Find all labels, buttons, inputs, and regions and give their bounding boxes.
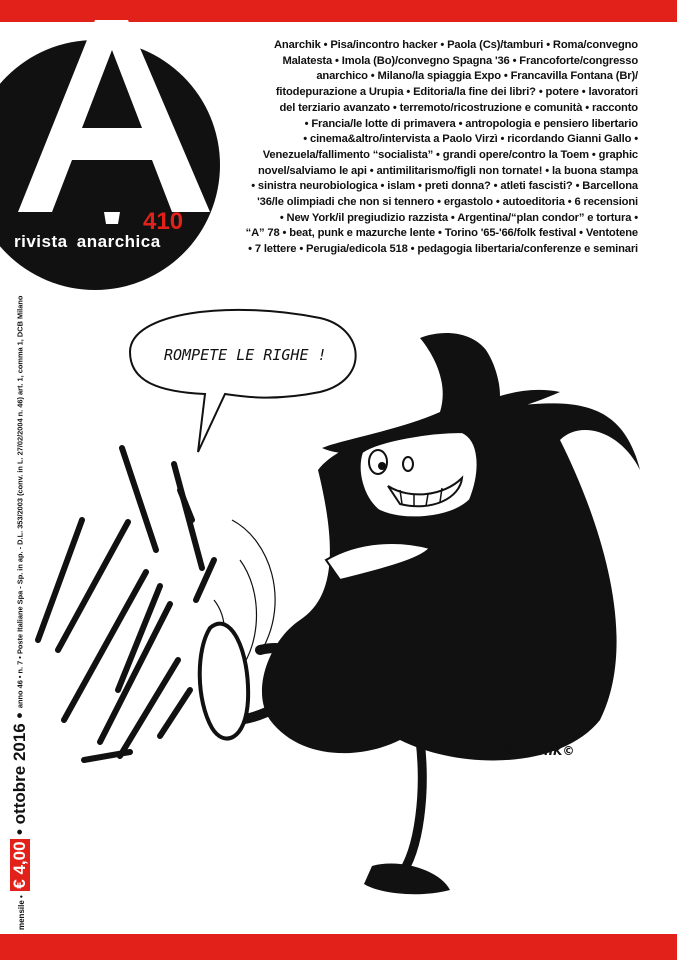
- contents-line: “A” 78 • beat, punk e mazurche lente • Torino '65-'66/folk festival • Ventotene: [245, 227, 638, 240]
- contents-line: fitodepurazione a Urupia • Editoria/la fine dei libri? • potere • lavoratori: [275, 86, 638, 99]
- postal-legal-notice: anno 46 • n. 7 • Poste Italiane Spa - Sp. in ap. - D.L. 353/2003 (conv. in L. 27/02/2004 n. 46) art. 1, comma 1, DCB Milano: [15, 295, 25, 709]
- contents-line: • Francia/le lotte di primavera • antropologia e pensiero libertario: [304, 117, 638, 130]
- contents-line: • New York/il pregiudizio razzista • Argentina/“plan condor” e tortura •: [279, 211, 638, 224]
- broken-rods: [38, 448, 214, 760]
- issue-number: 410: [143, 208, 184, 235]
- issue-date: • ottobre 2016 •: [10, 712, 29, 835]
- speech-balloon: [130, 310, 356, 452]
- artist-signature: ANARCHIK©: [492, 744, 575, 758]
- contents-line: Venezuela/fallimento “socialista” • grandi opere/contro la Toem • graphic: [262, 148, 638, 161]
- contents-line: anarchico • Milano/la spiaggia Expo • Francavilla Fontana (Br)/: [316, 70, 638, 83]
- contents-line: • sinistra neurobiologica • islam • preti donna? • atleti fascisti? • Barcellona: [251, 180, 638, 193]
- price-badge: € 4,00: [10, 841, 29, 889]
- bottom-red-bar: [0, 934, 677, 960]
- spine-frequency: mensile •: [17, 895, 27, 930]
- speech-balloon-text: ROMPETE LE RIGHE !: [164, 346, 327, 364]
- contents-line: Anarchik • Pisa/incontro hacker • Paola (Cs)/tamburi • Roma/convegno: [274, 39, 638, 51]
- shoe: [200, 624, 248, 739]
- contents-line: del terziario avanzato • terremoto/ricostruzione e comunità • racconto: [279, 101, 638, 114]
- contents-line: novel/salviamo le api • antimilitarismo/figli non tornate! • la buona stampa: [258, 164, 638, 177]
- standing-shoe: [364, 863, 450, 894]
- contents-line: • cinema&altro/intervista a Paolo Virzì • ricordando Gianni Gallo •: [303, 133, 638, 146]
- contents-line: • 7 lettere • Perugia/edicola 518 • pedagogia libertaria/conferenze e seminari: [248, 243, 638, 256]
- standing-leg: [400, 740, 422, 876]
- magazine-name: rivista anarchica: [14, 232, 161, 251]
- contents-line: '36/le olimpiadi che non si tennero • ergastolo • autoeditoria • 6 recensioni: [257, 196, 638, 209]
- contents-line: Malatesta • Imola (Bo)/convegno Spagna '36 • Francoforte/congresso: [282, 54, 638, 67]
